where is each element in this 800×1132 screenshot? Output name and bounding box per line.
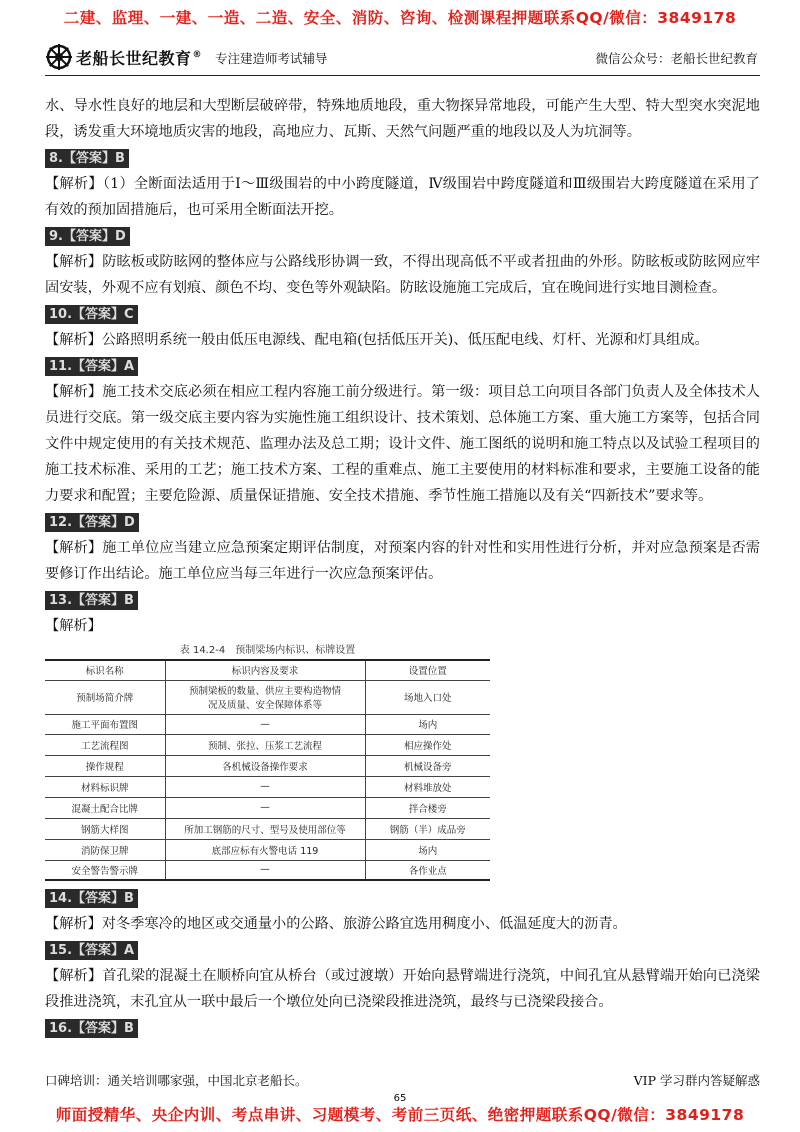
table-row [45, 714, 490, 734]
table-row [45, 839, 490, 860]
logo-text: 老船长世纪教育® [76, 48, 203, 68]
table-cell: — [165, 714, 365, 734]
analysis-15: 【解析】首孔梁的混凝土在顺桥向宜从桥台（或过渡墩）开始向悬臂端进行浇筑，中间孔宜从悬臂端开始向已浇梁段推进浇筑，末孔宜从一联中最后一个墩位处向已浇梁段推进浇筑，最终与已浇梁段接合。 [45, 968, 760, 1010]
table-row [45, 680, 490, 714]
answer-16: 16.【答案】B [45, 1015, 760, 1041]
answer-10: 10.【答案】C [45, 301, 760, 327]
footer-vip: VIP 学习群内答疑解惑 [633, 1073, 760, 1088]
table-row [45, 860, 490, 880]
signage-table-block [45, 643, 490, 881]
table-cell: 场内 [365, 714, 490, 734]
table-header: 标识名称 [45, 660, 165, 680]
table-cell: 各机械设备操作要求 [165, 755, 365, 776]
table-cell: 各作业点 [365, 860, 490, 880]
table-cell: 操作规程 [45, 755, 165, 776]
table-cell: 预制场简介牌 [45, 680, 165, 714]
table-cell: 底部应标有火警电话 119 [165, 839, 365, 860]
table-header: 设置位置 [365, 660, 490, 680]
table-cell: 所加工钢筋的尺寸、型号及使用部位等 [165, 818, 365, 839]
answer-14: 14.【答案】B [45, 885, 760, 911]
analysis-12: 【解析】施工单位应当建立应急预案定期评估制度，对预案内容的针对性和实用性进行分析，并对应急预案是否需要修订作出结论。施工单位应当每三年进行一次应急预案评估。 [45, 540, 760, 582]
table-cell: 安全警告警示牌 [45, 860, 165, 880]
answer-13: 13.【答案】B [45, 587, 760, 613]
table-cell: — [165, 797, 365, 818]
analysis-9: 【解析】防眩板或防眩网的整体应与公路线形协调一致，不得出现高低不平或者扭曲的外形。防眩板或防眩网应牢固安装，外观不应有划痕、颜色不均、变色等外观缺陷。防眩设施施工完成后，宜在晚间进行实地目测检查。 [45, 254, 760, 296]
table-cell: — [165, 860, 365, 880]
analysis-14: 【解析】对冬季寒冷的地区或交通量小的公路、旅游公路宜选用稠度小、低温延度大的沥青。 [45, 916, 627, 932]
table-cell: 消防保卫牌 [45, 839, 165, 860]
header-wechat: 微信公众号：老船长世纪教育 [595, 51, 758, 66]
top-banner: 二建、监理、一建、一造、二造、安全、消防、咨询、检测课程押题联系QQ/微信：3849178 [63, 9, 737, 27]
table-row [45, 734, 490, 755]
intro-paragraph: 水、导水性良好的地层和大型断层破碎带，特殊地质地段，重大物探异常地段，可能产生大型、特大型突水突泥地段，诱发重大环境地质灾害的地段，高地应力、瓦斯、天然气问题严重的地段以及人为坑洞等。 [45, 98, 760, 140]
table-row [45, 818, 490, 839]
table-row [45, 755, 490, 776]
analysis-13: 【解析】 [45, 618, 102, 634]
page-header [45, 40, 760, 76]
table-cell: 预制、张拉、压浆工艺流程 [165, 734, 365, 755]
answer-12: 12.【答案】D [45, 509, 760, 535]
analysis-10: 【解析】公路照明系统一般由低压电源线、配电箱(包括低压开关)、低压配电线、灯杆、光源和灯具组成。 [45, 332, 709, 348]
table-cell: 拌合楼旁 [365, 797, 490, 818]
answer-15: 15.【答案】A [45, 937, 760, 963]
table-cell: 钢筋大样图 [45, 818, 165, 839]
table-cell: 机械设备旁 [365, 755, 490, 776]
table-cell: — [165, 776, 365, 797]
analysis-8: 【解析】（1）全断面法适用于Ⅰ～Ⅲ级围岩的中小跨度隧道，Ⅳ级围岩中跨度隧道和Ⅲ级围岩大跨度隧道在采用了有效的预加固措施后，也可采用全断面法开挖。 [45, 176, 760, 218]
page-content [45, 93, 760, 1041]
table-cell: 材料堆放处 [365, 776, 490, 797]
answer-9: 9.【答案】D [45, 223, 760, 249]
table-cell: 工艺流程图 [45, 734, 165, 755]
table-cell: 钢筋（半）成品旁 [365, 818, 490, 839]
table-cell: 场内 [365, 839, 490, 860]
bottom-banner: 师面授精华、央企内训、考点串讲、习题模考、考前三页纸、绝密押题联系QQ/微信：3849178 [55, 1106, 745, 1124]
table-header: 标识内容及要求 [165, 660, 365, 680]
signage-table [45, 659, 490, 881]
table-title: 表 14.2-4 预制梁场内标识、标牌设置 [179, 645, 356, 656]
table-row [45, 797, 490, 818]
analysis-11: 【解析】施工技术交底必须在相应工程内容施工前分级进行。第一级：项目总工向项目各部门负责人及全体技术人员进行交底。第一级交底主要内容为实施性施工组织设计、技术策划、总体施工方案、重大施工方案等，包括合同文件中规定使用的有关技术规范、监理办法及总工期；设计文件、施工图纸的说明和施工特点以及试验工程项目的施工技术标准、采用的工艺；施工技术方案、工程的重难点、施工主要使用的材料标准和要求，主要施工设备的能力要求和配置；主要危险源、质量保证措施、安全技术措施、季节性施工措施以及有关“四新技术”要求等。 [45, 384, 760, 504]
answer-11: 11.【答案】A [45, 353, 760, 379]
logo [45, 43, 202, 71]
ship-wheel-icon [45, 43, 73, 71]
table-cell: 混凝土配合比牌 [45, 797, 165, 818]
page-number: 65 [393, 1093, 407, 1104]
table-row [45, 776, 490, 797]
table-cell: 场地入口处 [365, 680, 490, 714]
table-cell: 材料标识牌 [45, 776, 165, 797]
answer-8: 8.【答案】B [45, 145, 760, 171]
table-cell: 相应操作处 [365, 734, 490, 755]
table-cell: 施工平面布置图 [45, 714, 165, 734]
footer-slogan: 口碑培训：通关培训哪家强，中国北京老船长。 [45, 1073, 308, 1088]
table-cell: 预制梁板的数量、供应主要构造物情况及质量、安全保障体系等 [165, 680, 365, 714]
header-subtitle: 专注建造师考试辅导 [215, 51, 328, 66]
